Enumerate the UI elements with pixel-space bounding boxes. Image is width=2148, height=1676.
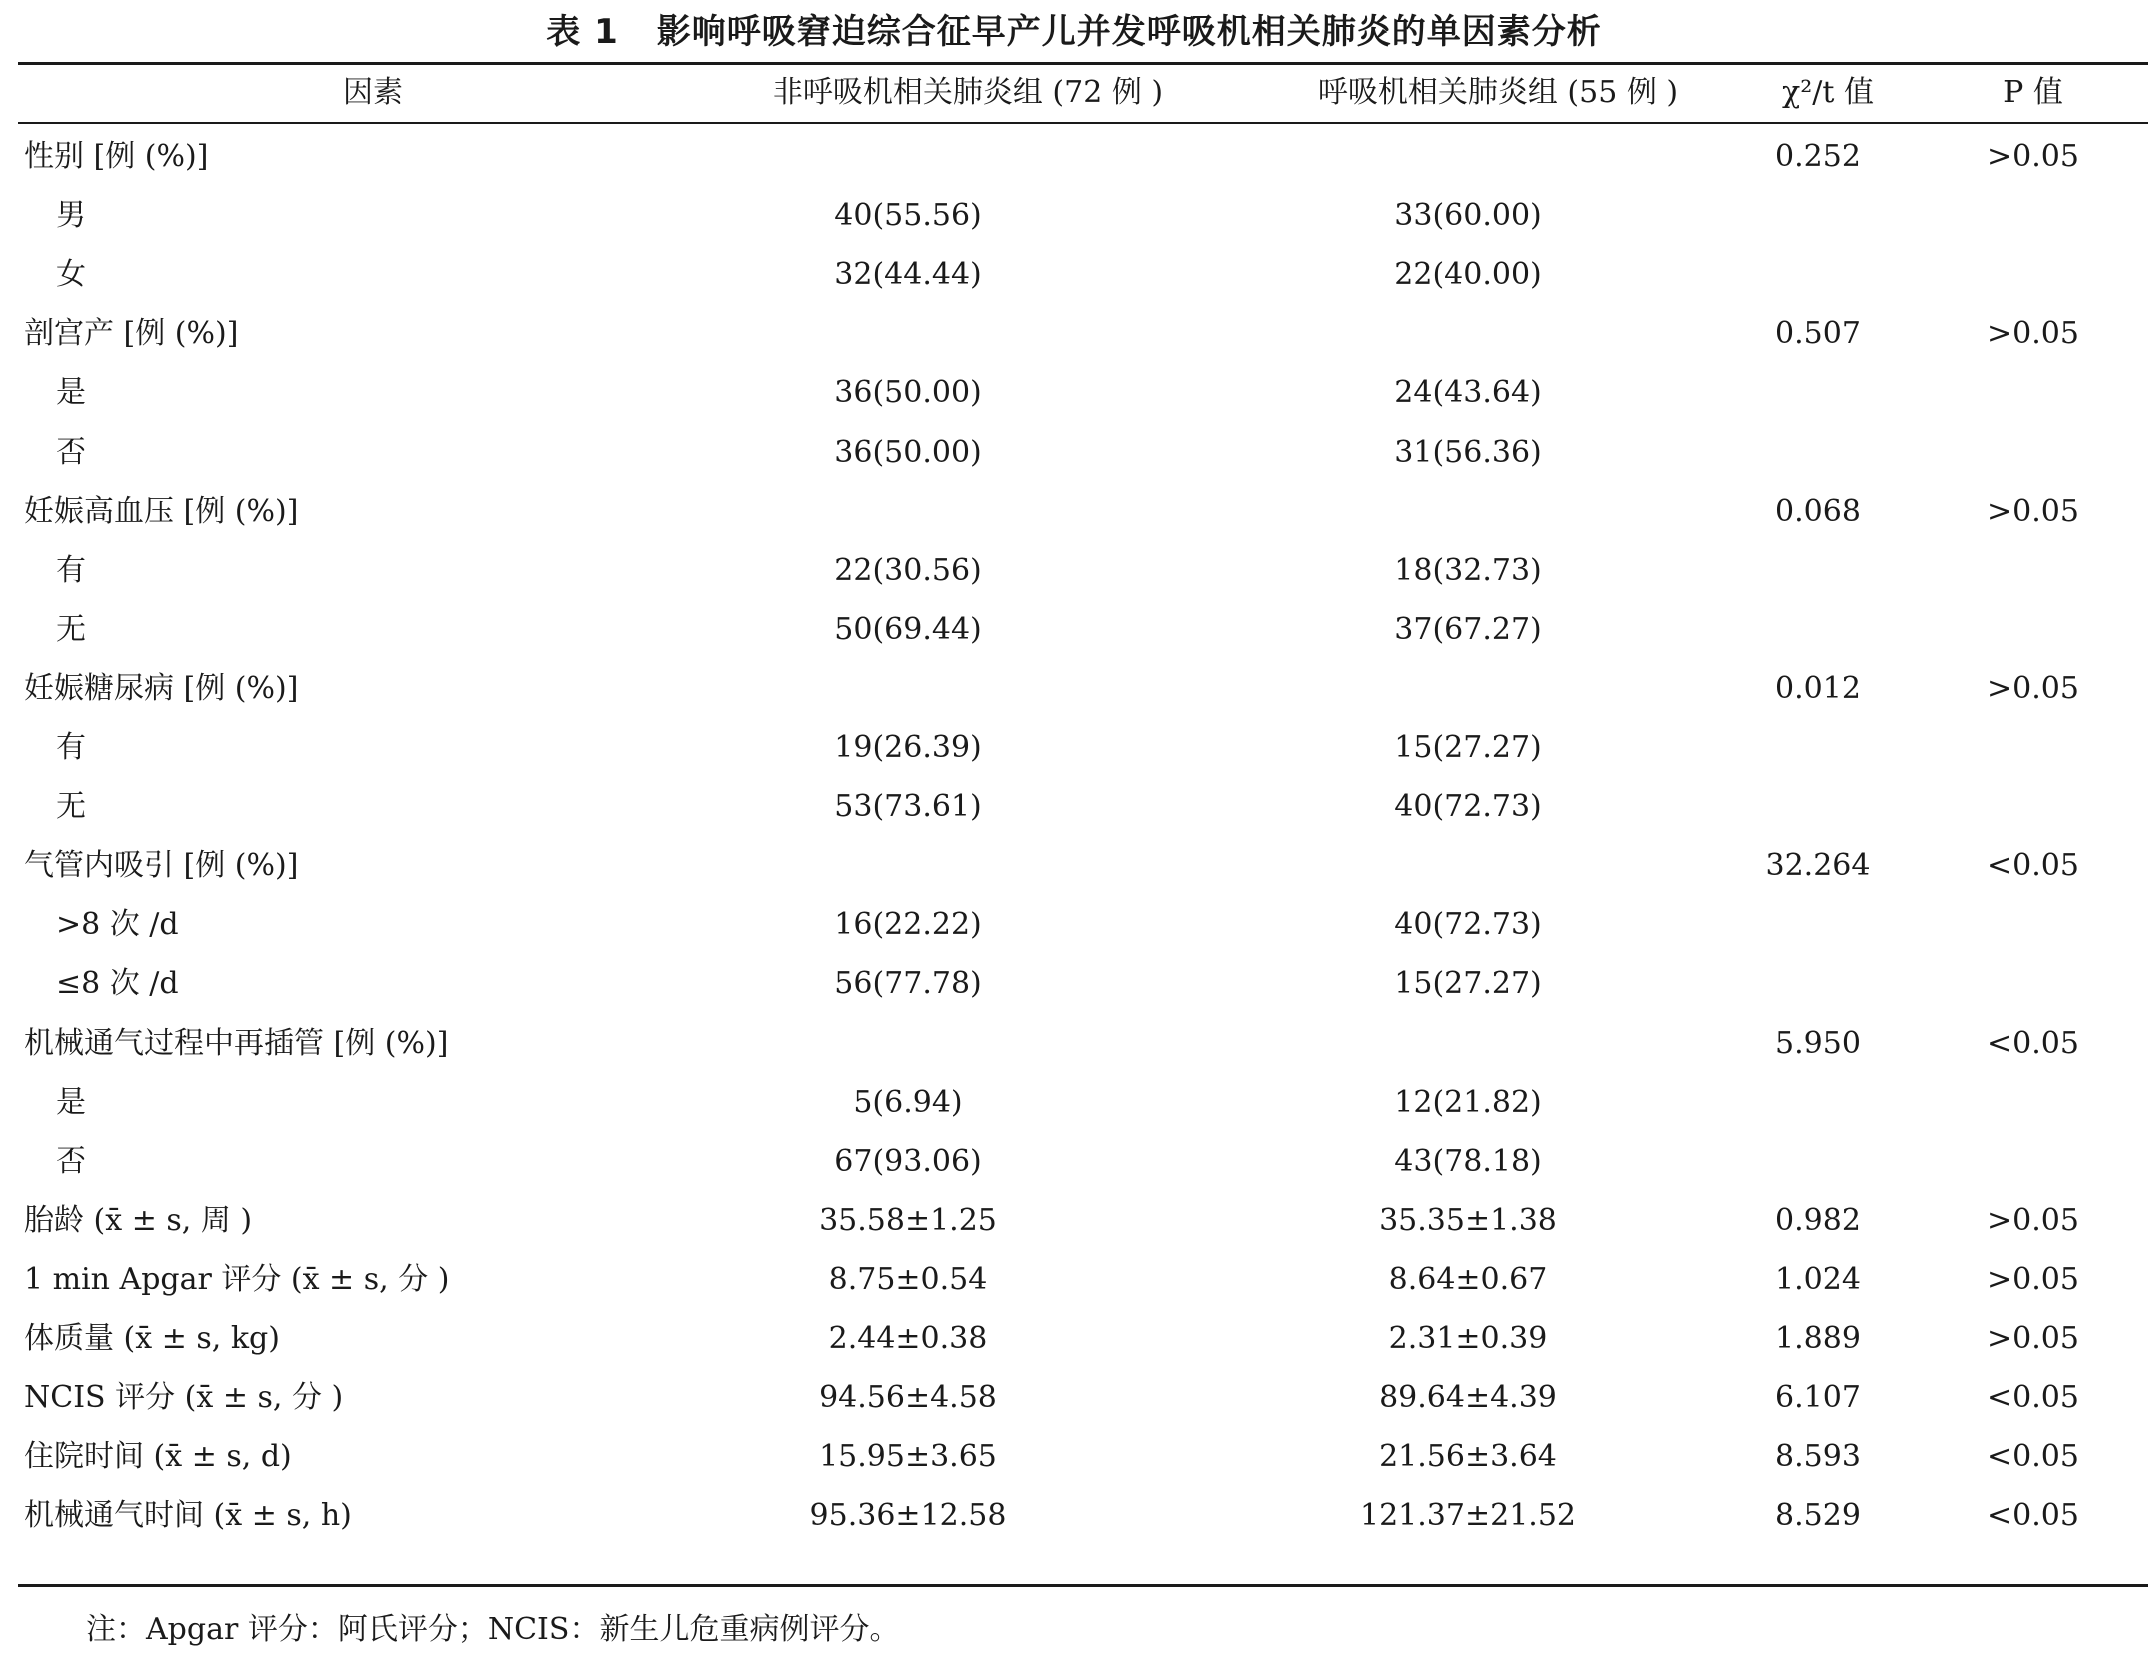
stat-value [1738, 894, 1898, 955]
group-a-value: 32(44.44) [834, 257, 982, 293]
table-row [18, 1308, 2148, 1369]
group-b-value [1198, 126, 1738, 187]
stat-value [1738, 776, 1898, 837]
header-group-b: 呼吸机相关肺炎组 (55 例 ) [1317, 75, 1679, 110]
group-b-value: 37(67.27) [1394, 611, 1542, 647]
p-value [1938, 185, 2128, 246]
category-label: 有 [56, 730, 86, 765]
category-label: ≤8 次 /d [56, 966, 179, 1002]
group-b-value: 89.64±4.39 [1379, 1380, 1557, 1416]
table-row [18, 717, 2148, 778]
group-a-value: 8.75±0.54 [828, 1261, 988, 1297]
table-number: 表 1 [546, 12, 619, 52]
table-row [18, 1367, 2148, 1428]
category-label: 是 [56, 1084, 86, 1120]
category-label: 是 [56, 375, 86, 411]
stat-value: 1.024 [1775, 1261, 1861, 1297]
group-b-value [1198, 658, 1738, 719]
table-row [18, 1072, 2148, 1133]
group-a-value [658, 126, 1158, 187]
category-label: 无 [56, 789, 86, 825]
group-a-value: 35.58±1.25 [819, 1202, 997, 1238]
category-label: 有 [56, 552, 86, 588]
p-value: >0.05 [1987, 1261, 2079, 1297]
p-value [1938, 1131, 2128, 1192]
stat-value: 32.264 [1765, 848, 1871, 884]
table-row [18, 1426, 2148, 1487]
category-label: 否 [56, 1143, 86, 1179]
table-header-row [18, 62, 2148, 123]
table-row [18, 953, 2148, 1014]
stat-value [1738, 185, 1898, 246]
p-value [1938, 362, 2128, 423]
p-value [1938, 717, 2128, 778]
stat-value [1738, 362, 1898, 423]
header-p-value: P 值 [2003, 75, 2063, 110]
group-a-value: 5(6.94) [853, 1084, 963, 1120]
p-value [1938, 953, 2128, 1014]
category-label: 男 [56, 198, 86, 234]
header-factor: 因素 [343, 75, 403, 110]
table-title: 影响呼吸窘迫综合征早产儿并发呼吸机相关肺炎的单因素分析 [656, 12, 1602, 52]
factor-label: 住院时间 (x̄ ± s, d) [24, 1439, 292, 1475]
group-a-value: 40(55.56) [834, 198, 982, 234]
p-value: >0.05 [1987, 139, 2079, 174]
p-value: <0.05 [1987, 1498, 2079, 1534]
group-b-value: 31(56.36) [1394, 434, 1542, 470]
factor-label: 妊娠糖尿病 [例 (%)] [24, 670, 299, 706]
factor-label: 1 min Apgar 评分 (x̄ ± s, 分 ) [24, 1261, 450, 1297]
stat-value: 0.982 [1775, 1202, 1861, 1238]
category-label: >8 次 /d [56, 907, 179, 943]
p-value [1938, 894, 2128, 955]
group-a-value: 16(22.22) [834, 907, 982, 943]
factor-label: 机械通气过程中再插管 [例 (%)] [24, 1025, 449, 1061]
p-value: <0.05 [1987, 848, 2079, 884]
group-b-value: 40(72.73) [1394, 907, 1542, 943]
factor-label: 剖宫产 [例 (%)] [24, 316, 239, 352]
table-note: 注：Apgar 评分：阿氏评分；NCIS：新生儿危重病例评分。 [86, 1612, 900, 1647]
group-a-value [658, 1013, 1158, 1074]
p-value: <0.05 [1987, 1439, 2079, 1475]
factor-label: 机械通气时间 (x̄ ± s, h) [24, 1498, 352, 1534]
group-b-value: 15(27.27) [1394, 730, 1542, 765]
group-a-value: 36(50.00) [834, 434, 982, 470]
stat-value: 0.068 [1775, 493, 1861, 529]
category-label: 女 [56, 257, 86, 293]
group-a-value [658, 481, 1158, 542]
p-value [1938, 540, 2128, 601]
factor-label: 胎龄 (x̄ ± s, 周 ) [24, 1202, 253, 1238]
group-b-value: 12(21.82) [1394, 1084, 1542, 1120]
group-a-value: 15.95±3.65 [819, 1439, 997, 1475]
table-row [18, 894, 2148, 955]
group-a-value: 22(30.56) [834, 552, 982, 588]
group-a-value [658, 658, 1158, 719]
stat-value: 8.593 [1775, 1439, 1861, 1475]
group-a-value [658, 835, 1158, 896]
group-b-value: 43(78.18) [1394, 1143, 1542, 1179]
bottom-rule [18, 1584, 2148, 1587]
stat-value: 5.950 [1775, 1025, 1861, 1061]
p-value: <0.05 [1987, 1380, 2079, 1416]
stat-value: 8.529 [1775, 1498, 1861, 1534]
group-b-value: 21.56±3.64 [1379, 1439, 1557, 1475]
table-row [18, 776, 2148, 837]
table-row [18, 1485, 2148, 1546]
table-row [18, 1190, 2148, 1251]
header-stat: χ²/t 值 [1782, 75, 1874, 110]
stat-value [1738, 1131, 1898, 1192]
table-row [18, 303, 2148, 364]
group-a-value: 19(26.39) [834, 730, 982, 765]
stat-value: 1.889 [1775, 1321, 1861, 1356]
p-value: <0.05 [1987, 1025, 2079, 1061]
p-value: >0.05 [1987, 1202, 2079, 1238]
p-value [1938, 422, 2128, 483]
factor-label: NCIS 评分 (x̄ ± s, 分 ) [24, 1380, 344, 1416]
p-value: >0.05 [1987, 1321, 2079, 1356]
group-a-value: 67(93.06) [834, 1143, 982, 1179]
stat-value [1738, 244, 1898, 305]
group-b-value: 15(27.27) [1394, 966, 1542, 1002]
group-b-value: 8.64±0.67 [1388, 1261, 1548, 1297]
group-b-value: 35.35±1.38 [1379, 1202, 1557, 1238]
group-b-value: 2.31±0.39 [1388, 1321, 1548, 1356]
group-a-value: 95.36±12.58 [809, 1498, 1007, 1534]
table-row [18, 658, 2148, 719]
stat-value [1738, 540, 1898, 601]
table-row [18, 362, 2148, 423]
category-label: 无 [56, 611, 86, 647]
stat-value: 0.012 [1775, 670, 1861, 706]
group-b-value: 40(72.73) [1394, 789, 1542, 825]
group-b-value [1198, 835, 1738, 896]
group-b-value: 121.37±21.52 [1360, 1498, 1576, 1534]
stat-value: 0.252 [1775, 139, 1861, 174]
table-row [18, 835, 2148, 896]
stat-value [1738, 422, 1898, 483]
p-value [1938, 776, 2128, 837]
header-rule [18, 122, 2148, 124]
table-caption [0, 8, 2148, 56]
stat-value [1738, 1072, 1898, 1133]
category-label: 否 [56, 434, 86, 470]
p-value: >0.05 [1987, 316, 2079, 352]
factor-label: 妊娠高血压 [例 (%)] [24, 493, 299, 529]
group-b-value [1198, 481, 1738, 542]
group-b-value [1198, 303, 1738, 364]
factor-label: 性别 [例 (%)] [24, 139, 209, 174]
p-value [1938, 244, 2128, 305]
table-row [18, 244, 2148, 305]
factor-label: 体质量 (x̄ ± s, kg) [24, 1321, 280, 1356]
group-a-value: 36(50.00) [834, 375, 982, 411]
stat-value [1738, 599, 1898, 660]
header-group-a: 非呼吸机相关肺炎组 (72 例 ) [772, 75, 1164, 110]
group-a-value: 2.44±0.38 [828, 1321, 988, 1356]
group-b-value: 22(40.00) [1394, 257, 1542, 293]
table-row [18, 540, 2148, 601]
factor-label: 气管内吸引 [例 (%)] [24, 848, 299, 884]
stat-value [1738, 953, 1898, 1014]
table-row [18, 1249, 2148, 1310]
group-b-value: 33(60.00) [1394, 198, 1542, 234]
group-a-value [658, 303, 1158, 364]
table-row [18, 599, 2148, 660]
stat-value: 6.107 [1775, 1380, 1861, 1416]
group-a-value: 53(73.61) [834, 789, 982, 825]
table-row [18, 481, 2148, 542]
p-value [1938, 599, 2128, 660]
group-b-value [1198, 1013, 1738, 1074]
group-a-value: 50(69.44) [834, 611, 982, 647]
stat-value [1738, 717, 1898, 778]
table-row [18, 185, 2148, 246]
p-value: >0.05 [1987, 493, 2079, 529]
group-a-value: 94.56±4.58 [819, 1380, 997, 1416]
table-row [18, 422, 2148, 483]
group-b-value: 18(32.73) [1394, 552, 1542, 588]
p-value: >0.05 [1987, 670, 2079, 706]
p-value [1938, 1072, 2128, 1133]
group-a-value: 56(77.78) [834, 966, 982, 1002]
stat-value: 0.507 [1775, 316, 1861, 352]
table-row [18, 1013, 2148, 1074]
group-b-value: 24(43.64) [1394, 375, 1542, 411]
table-row [18, 126, 2148, 187]
table-row [18, 1131, 2148, 1192]
